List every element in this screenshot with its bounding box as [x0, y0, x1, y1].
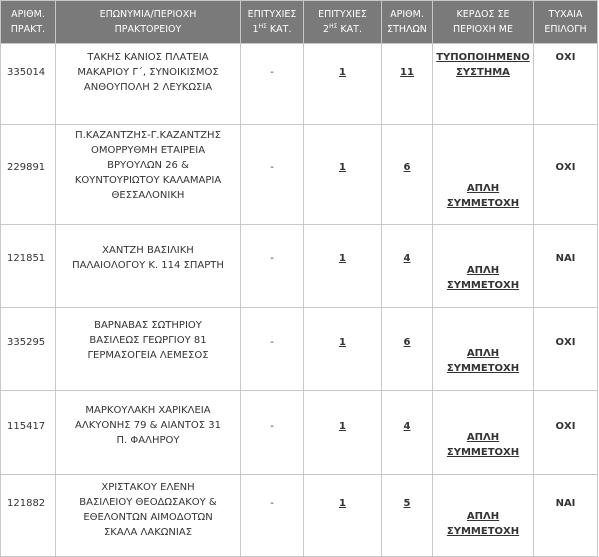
header-agency-no	[1, 1, 56, 44]
table-body	[1, 44, 598, 557]
random-cell	[534, 44, 598, 125]
columns-cell	[382, 391, 433, 475]
header-wins2-sup: ΗΣ	[329, 22, 338, 30]
address-line: ΟΜΟΡΡΥΘΜΗ ΕΤΑΙΡΕΙΑ	[90, 145, 206, 156]
random-cell	[534, 308, 598, 391]
header-columns	[382, 1, 433, 44]
win-type-cell	[433, 391, 534, 475]
address-line: ΕΘΕΛΟΝΤΩΝ ΑΙΜΟΔΟΤΩΝ	[83, 512, 213, 523]
agency-no-cell	[1, 308, 56, 391]
header-wins2-cat: ΚΑΤ.	[340, 24, 362, 35]
wins2-cell	[304, 308, 382, 391]
header-win-type-line2: ΠΕΡΙΟΧΗ ΜΕ	[452, 24, 514, 35]
random-value: ΝΑΙ	[555, 498, 576, 509]
wins1-value: -	[270, 498, 274, 509]
win-type-cell	[433, 44, 534, 125]
win-type-link[interactable]: ΣΥΜΜΕΤΟΧΗ	[446, 280, 520, 291]
wins2-link[interactable]: 1	[339, 67, 346, 78]
header-win-type	[433, 1, 534, 44]
wins2-cell	[304, 475, 382, 557]
wins2-cell	[304, 44, 382, 125]
table-row	[1, 475, 598, 557]
wins1-value: -	[270, 67, 274, 78]
wins1-cell	[241, 125, 304, 225]
columns-link[interactable]: 5	[403, 498, 411, 509]
header-random	[534, 1, 598, 44]
address-line: ΒΑΣΙΛΕΙΟΥ ΘΕΟΔΩΣΑΚΟΥ &	[79, 497, 217, 508]
wins2-link[interactable]: 1	[339, 421, 346, 432]
address-line: ΠΑΛΑΙΟΛΟΓΟΥ Κ. 114 ΣΠΑΡΤΗ	[72, 260, 224, 271]
header-columns-line1: ΑΡΙΘΜ.	[390, 9, 424, 20]
header-random-line1: ΤΥΧΑΙΑ	[548, 9, 583, 20]
wins1-value: -	[270, 162, 274, 173]
agency-no: 115417	[7, 421, 46, 432]
wins1-cell	[241, 308, 304, 391]
agency-no: 121851	[7, 253, 46, 264]
win-type-cell	[433, 475, 534, 557]
header-wins2-line1: ΕΠΙΤΥΧΙΕΣ	[318, 9, 367, 20]
columns-cell	[382, 125, 433, 225]
columns-cell	[382, 475, 433, 557]
random-value: ΟΧΙ	[555, 421, 576, 432]
win-type-link[interactable]: ΑΠΛΗ	[466, 432, 500, 443]
random-value: ΝΑΙ	[555, 253, 576, 264]
address-cell	[56, 308, 241, 391]
address-line: ΒΑΡΝΑΒΑΣ ΣΩΤΗΡΙΟΥ	[94, 320, 202, 331]
header-wins1	[241, 1, 304, 44]
win-type-link[interactable]: ΣΥΜΜΕΤΟΧΗ	[446, 198, 520, 209]
address-line: ΒΑΣΙΛΕΩΣ ΓΕΩΡΓΙΟΥ 81	[89, 335, 207, 346]
wins1-cell	[241, 391, 304, 475]
columns-cell	[382, 225, 433, 308]
random-value: ΟΧΙ	[555, 162, 576, 173]
random-cell	[534, 225, 598, 308]
agency-no-cell	[1, 44, 56, 125]
header-name-line1: ΕΠΩΝΥΜΙΑ/ΠΕΡΙΟΧΗ	[99, 9, 197, 20]
header-wins1-sup: ΗΣ	[258, 22, 267, 30]
win-type-link[interactable]: ΑΠΛΗ	[466, 511, 500, 522]
table-row	[1, 391, 598, 475]
agency-no: 121882	[7, 498, 46, 509]
win-type-cell	[433, 225, 534, 308]
address-cell	[56, 125, 241, 225]
random-value: ΟΧΙ	[555, 337, 576, 348]
address-line: ΜΑΚΑΡΙΟΥ Γ΄, ΣΥΝΟΙΚΙΣΜΟΣ	[77, 67, 219, 78]
table-header	[1, 1, 598, 44]
random-value: ΟΧΙ	[555, 52, 576, 63]
win-type-link[interactable]: ΤΥΠΟΠΟΙΗΜΕΝΟ	[436, 52, 530, 63]
columns-cell	[382, 44, 433, 125]
header-agency-no-line1: ΑΡΙΘΜ.	[11, 9, 45, 20]
header-wins2-line2	[306, 22, 379, 37]
header-name	[56, 1, 241, 44]
table-row	[1, 125, 598, 225]
header-wins2	[304, 1, 382, 44]
agency-no: 335014	[7, 67, 46, 78]
header-wins1-line1: ΕΠΙΤΥΧΙΕΣ	[247, 9, 297, 20]
columns-link[interactable]: 6	[403, 162, 411, 173]
win-type-link[interactable]: ΣΥΜΜΕΤΟΧΗ	[446, 363, 520, 374]
wins1-value: -	[270, 421, 274, 432]
wins2-link[interactable]: 1	[339, 498, 346, 509]
agency-no-cell	[1, 475, 56, 557]
wins1-value: -	[270, 253, 274, 264]
win-type-link[interactable]: ΑΠΛΗ	[466, 348, 500, 359]
columns-link[interactable]: 4	[403, 421, 411, 432]
address-line: ΣΚΑΛΑ ΛΑΚΩΝΙΑΣ	[103, 527, 193, 538]
win-type-link[interactable]: ΣΥΜΜΕΤΟΧΗ	[446, 526, 520, 537]
header-columns-line2: ΣΤΗΛΩΝ	[387, 24, 427, 35]
address-line: ΤΑΚΗΣ ΚΑΝΙΟΣ ΠΛΑΤΕΙΑ	[87, 52, 209, 63]
address-line: ΧΑΝΤΖΗ ΒΑΣΙΛΙΚΗ	[102, 245, 194, 256]
wins2-link[interactable]: 1	[339, 162, 346, 173]
random-cell	[534, 475, 598, 557]
columns-link[interactable]: 6	[403, 337, 411, 348]
wins1-cell	[241, 225, 304, 308]
header-wins1-cat: ΚΑΤ.	[269, 24, 292, 35]
win-type-cell	[433, 125, 534, 225]
random-cell	[534, 125, 598, 225]
wins2-cell	[304, 125, 382, 225]
address-cell	[56, 391, 241, 475]
wins2-cell	[304, 225, 382, 308]
table-row	[1, 308, 598, 391]
address-line: ΚΟΥΝΤΟΥΡΙΩΤΟΥ ΚΑΛΑΜΑΡΙΑ	[74, 175, 222, 186]
columns-cell	[382, 308, 433, 391]
address-line: Π.ΚΑΖΑΝΤΖΗΣ-Γ.ΚΑΖΑΝΤΖΗΣ	[75, 130, 221, 141]
wins1-value: -	[270, 337, 274, 348]
win-type-link[interactable]: ΑΠΛΗ	[466, 265, 500, 276]
header-wins1-line2	[243, 22, 301, 37]
table-row	[1, 225, 598, 308]
header-row	[1, 1, 598, 44]
header-agency-no-line2: ΠΡΑΚΤ.	[10, 24, 46, 35]
random-cell	[534, 391, 598, 475]
address-cell	[56, 44, 241, 125]
columns-link[interactable]: 4	[403, 253, 411, 264]
address-line: ΑΝΘΟΥΠΟΛΗ 2 ΛΕΥΚΩΣΙΑ	[83, 82, 213, 93]
win-type-cell	[433, 308, 534, 391]
table-row	[1, 44, 598, 125]
agency-no: 335295	[7, 337, 46, 348]
columns-link[interactable]: 11	[400, 67, 414, 78]
wins1-cell	[241, 44, 304, 125]
address-line: ΧΡΙΣΤΑΚΟΥ ΕΛΕΝΗ	[101, 482, 195, 493]
win-type-link[interactable]: ΣΥΣΤΗΜΑ	[456, 67, 510, 78]
agency-no-cell	[1, 391, 56, 475]
wins2-link[interactable]: 1	[339, 337, 346, 348]
agency-no: 229891	[7, 162, 46, 173]
address-cell	[56, 225, 241, 308]
address-line: ΜΑΡΚΟΥΛΑΚΗ ΧΑΡΙΚΛΕΙΑ	[85, 405, 211, 416]
wins2-link[interactable]: 1	[339, 253, 346, 264]
header-win-type-line1: ΚΕΡΔΟΣ ΣΕ	[456, 9, 510, 20]
header-random-line2: ΕΠΙΛΟΓΗ	[544, 24, 587, 35]
address-line: ΘΕΣΣΑΛΟΝΙΚΗ	[111, 190, 185, 201]
address-line: ΓΕΡΜΑΣΟΓΕΙΑ ΛΕΜΕΣΟΣ	[87, 350, 209, 361]
address-cell	[56, 475, 241, 557]
agency-no-cell	[1, 225, 56, 308]
wins2-cell	[304, 391, 382, 475]
address-line: ΑΛΚΥΟΝΗΣ 79 & ΑΙΑΝΤΟΣ 31	[75, 420, 221, 431]
win-type-link[interactable]: ΣΥΜΜΕΤΟΧΗ	[446, 447, 520, 458]
header-name-line2: ΠΡΑΚΤΟΡΕΙΟΥ	[114, 24, 182, 35]
address-line: Π. ΦΑΛΗΡΟΥ	[116, 435, 180, 446]
wins1-cell	[241, 475, 304, 557]
header-wins1-num: 1	[252, 24, 259, 35]
address-line: ΒΡΥΟΥΛΩΝ 26 &	[107, 160, 189, 171]
win-type-link[interactable]: ΑΠΛΗ	[466, 183, 500, 194]
header-wins2-num: 2	[323, 24, 330, 35]
agency-no-cell	[1, 125, 56, 225]
